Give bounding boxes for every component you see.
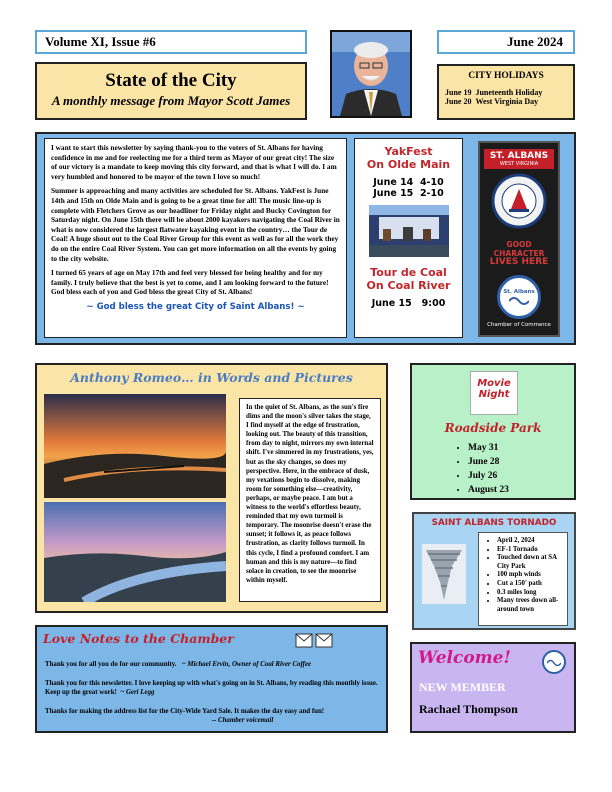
mayor-portrait-image bbox=[332, 32, 410, 116]
mayor-photo bbox=[330, 30, 412, 118]
list-item: • 100 mph winds bbox=[497, 571, 567, 580]
issue-date: June 2024 bbox=[437, 30, 575, 54]
love-notes-heading: Love Notes to the Chamber bbox=[43, 631, 234, 646]
yakfest-day: June 14 bbox=[373, 177, 414, 188]
yakfest-date-row bbox=[355, 177, 462, 188]
love-note bbox=[45, 660, 380, 669]
tornado-box bbox=[412, 512, 576, 630]
holiday-name: West Virginia Day bbox=[475, 97, 539, 106]
holiday-item bbox=[439, 88, 573, 97]
love-note bbox=[45, 707, 380, 725]
note-author: ~ Geri Legg bbox=[120, 689, 155, 696]
chamber-caption: Chamber of Commerce bbox=[487, 322, 551, 328]
city-holidays-box bbox=[437, 64, 575, 120]
welcome-box bbox=[410, 642, 576, 733]
note-text: Thank you for this newsletter. I love keeping up with what's going on in St. Albans, by reading this monthly issue. Keep up the great work! bbox=[45, 680, 378, 696]
note-text: Thank you for all you do for our community. bbox=[45, 661, 177, 668]
love-notes-box bbox=[35, 625, 388, 733]
romeo-text: In the quiet of St. Albans, as the sun's fire dims and the moon's silver takes the stage, I find myself at the edge of frustration, looking out. The beauty of this transition, from day to night, mirrors my own internal shift. I've simmered in my frustrations, yes, but as the sky changes, so does my perspective. Here, in the embrace of dusk, my vexations begin to dissolve, making room for something else—creativity, perhaps, or maybe peace. I am but a witness to the world's effortless beauty, reminded that my own turmoil is temporary. The moonrise doesn't erase the sunset; it follows it, as peace follows frustration, as clarity follows turmoil. In this cycle, I find a profound comfort. I am human and this is my nature—to find solace in creation, to see the moonrise within myself. bbox=[246, 404, 374, 584]
slogan-line-1: GOOD CHARACTER bbox=[493, 240, 545, 258]
chamber-logo bbox=[542, 650, 566, 674]
romeo-heading: Anthony Romeo… in Words and Pictures bbox=[70, 370, 353, 385]
yakfest-panel bbox=[354, 138, 463, 338]
yakfest-title: YakFest bbox=[384, 145, 433, 158]
new-member-label: NEW MEMBER bbox=[419, 680, 506, 694]
tornado-icon bbox=[422, 544, 466, 604]
holiday-name: Juneteenth Holiday bbox=[475, 88, 543, 97]
list-item: • Cut a 150' path bbox=[497, 580, 567, 589]
note-author: -- Chamber voicemail bbox=[211, 717, 274, 724]
romeo-text-box bbox=[239, 398, 381, 602]
tour-day: June 15 bbox=[371, 298, 412, 309]
page-subtitle: A monthly message from Mayor Scott James bbox=[51, 93, 291, 108]
holiday-item bbox=[439, 97, 573, 106]
movie-dates-list bbox=[456, 441, 509, 497]
poster-brand: ST. ALBANS bbox=[484, 149, 554, 161]
letter-closing: ~ God bless the great City of Saint Albans! ~ bbox=[86, 301, 305, 312]
sunset-river-photo bbox=[44, 394, 226, 498]
letter-paragraph-1: I want to start this newsletter by saying thank-you to the voters of St. Albans for having confidence in me and for reelecting me for a third term as Mayor of our great city! The size of our victory is a mandate to keep moving this city forward, and that is what I will do. I am very humbled and honored to be mayor of the town I love so much! bbox=[51, 143, 337, 181]
list-item: • June 28 bbox=[468, 455, 509, 469]
note-text: Thanks for making the address list for the City-Wide Yard Sale. It makes the day easy and fun! bbox=[45, 708, 325, 715]
yakfest-time: 4-10 bbox=[419, 177, 444, 188]
list-item: • Touched down at SA City Park bbox=[497, 554, 567, 571]
holiday-date: June 19 bbox=[445, 88, 472, 97]
tornado-facts-box bbox=[478, 532, 568, 626]
slogan-line-2: LIVES HERE bbox=[489, 257, 549, 267]
letter-paragraph-2: Summer is approaching and many activities are scheduled for St. Albans. YakFest is June 14th and 15th on Olde Main and is going to be a great time for all! The music line-up is complete with Fletchers Grove as our headliner for Friday night and Bucky Covington for Saturday night. On June 15th there will be about 2000 kayakers navigating the Coal River in what is now considered the largest flatwater kayaking event in the country… the Tour de Coal! A huge shout out to the Coal River Group for this event as well as for all the work they do on the entire Coal River System. You can get more information on all the events by going to the city website. bbox=[51, 186, 340, 263]
tour-location: On Coal River bbox=[366, 279, 451, 292]
list-item: • July 26 bbox=[468, 469, 509, 483]
city-seal-icon bbox=[491, 173, 547, 229]
river-wave-icon bbox=[509, 295, 529, 305]
list-item: • 0.3 miles long bbox=[497, 589, 567, 598]
title-box bbox=[35, 62, 307, 120]
page-title: State of the City bbox=[105, 70, 237, 91]
letter-paragraph-3: I turned 65 years of age on May 17th and feel very blessed for being healthy and for my family. I truly believe that the best is yet to come, and I am looking forward to the future! God bless each of you and God bless the great City of St. Albans! bbox=[51, 268, 329, 297]
holiday-date: June 20 bbox=[445, 97, 472, 106]
list-item: • August 23 bbox=[468, 483, 509, 497]
welcome-heading: Welcome! bbox=[418, 648, 511, 668]
note-author: ~ Michael Ervin, Owner of Coal River Coffee bbox=[181, 661, 312, 668]
movie-park: Roadside Park bbox=[444, 421, 542, 435]
chamber-seal-text: St. Albans bbox=[503, 289, 535, 295]
poster-slogan bbox=[480, 240, 558, 267]
list-item: • May 31 bbox=[468, 441, 509, 455]
movie-logo-line-2: Night bbox=[478, 389, 510, 400]
dusk-river-photo bbox=[44, 502, 226, 602]
yakfest-time: 2-10 bbox=[419, 188, 444, 199]
mayor-letter bbox=[44, 138, 347, 338]
yakfest-date-row bbox=[355, 188, 462, 199]
chamber-logo-icon bbox=[547, 658, 561, 666]
tornado-facts-list bbox=[485, 537, 567, 614]
yakfest-location: On Olde Main bbox=[366, 158, 451, 171]
tour-time: 9:00 bbox=[421, 298, 446, 309]
stage-photo bbox=[369, 205, 449, 257]
list-item: • EF-1 Tornado bbox=[497, 546, 567, 555]
tour-date-row bbox=[355, 298, 462, 309]
tour-title: Tour de Coal bbox=[370, 266, 447, 279]
chamber-poster bbox=[478, 141, 560, 337]
envelope-icon bbox=[295, 633, 333, 649]
poster-subbrand: WEST VIRGINIA bbox=[484, 161, 554, 169]
love-note bbox=[45, 679, 380, 697]
movie-logo-line-1: Movie bbox=[477, 378, 511, 389]
romeo-section bbox=[35, 363, 388, 613]
holidays-heading: CITY HOLIDAYS bbox=[468, 71, 544, 81]
volume-issue: Volume XI, Issue #6 bbox=[35, 30, 307, 54]
list-item: • Many trees down all-around town bbox=[497, 597, 567, 614]
chamber-seal bbox=[497, 275, 541, 319]
new-member-name: Rachael Thompson bbox=[419, 702, 518, 716]
movie-night-logo bbox=[470, 371, 518, 415]
movie-night-box bbox=[410, 363, 576, 500]
tornado-heading: SAINT ALBANS TORNADO bbox=[431, 518, 557, 528]
yakfest-day: June 15 bbox=[373, 188, 414, 199]
list-item: • April 2, 2024 bbox=[497, 537, 567, 546]
